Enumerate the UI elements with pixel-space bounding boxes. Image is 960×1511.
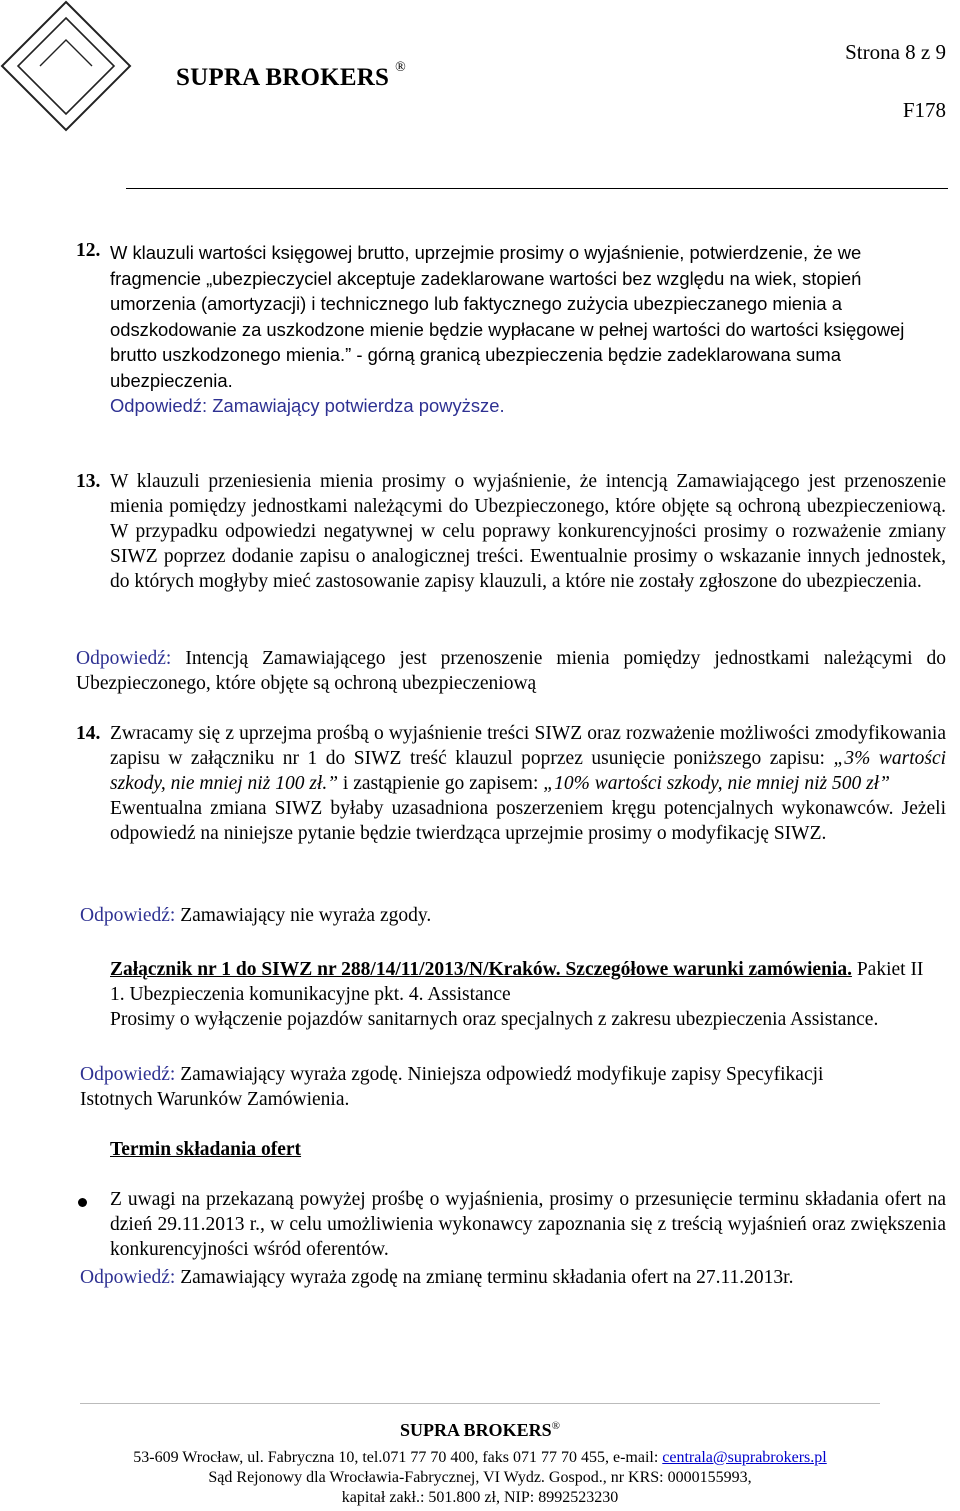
question-14-answer-label: Odpowiedź: xyxy=(80,905,176,926)
bullet-icon xyxy=(78,1198,87,1207)
deadline-heading: Termin składania ofert xyxy=(110,1139,302,1160)
deadline-answer-block xyxy=(80,1265,950,1290)
attachment-text: Prosimy o wyłączenie pojazdów sanitarnych oraz specjalnych z zakresu ubezpieczenia Assistance. xyxy=(110,1009,879,1030)
footer-address: 53-609 Wrocław, ul. Fabryczna 10, tel.071 77 70 400, faks 071 77 70 455, e-mail: centrala@suprabrokers.pl xyxy=(133,1449,827,1466)
question-14-text-2: i zastąpienie go zapisem: xyxy=(342,773,539,794)
question-12-answer-label: Odpowiedź: xyxy=(110,395,208,416)
footer-capital: kapitał zakł.: 501.800 zł, NIP: 8992523230 xyxy=(341,1489,619,1506)
question-12-number: 12. xyxy=(76,240,101,261)
question-13-answer-block xyxy=(76,646,946,696)
document-code: F178 xyxy=(902,98,946,122)
question-13-number: 13. xyxy=(76,471,101,492)
attachment-heading: Załącznik nr 1 do SIWZ nr 288/14/11/2013/N/Kraków. Szczegółowe warunki zamówienia. xyxy=(110,959,852,980)
question-13-text: W klauzuli przeniesienia mienia prosimy o wyjaśnienie, że intencją Zamawiającego jest przenoszenie mienia pomiędzy jednostkami należącymi do Ubezpieczonego, które objęte są ochroną ubezpieczeniową. W przypadku odpowiedzi negatywnej w celu poprawy konkurencyjności prosimy o rozważenie zmiany SIWZ poprzez dodanie zapisu o analogicznej treści. Ewentualnie prosimy o wskazanie innych jednostek, do których mogłyby mieć zastosowanie zapisy klauzuli, a które nie zostały zgłoszone do ubezpieczenia. xyxy=(110,471,946,592)
attachment-reference: Pakiet II 1. Ubezpieczenia komunikacyjne pkt. 4. Assistance xyxy=(110,959,924,1005)
brand-title: SUPRA BROKERS ® xyxy=(176,60,406,91)
footer-brand: SUPRA BROKERS® xyxy=(400,1420,560,1440)
question-12-answer: Zamawiający potwierdza powyższe. xyxy=(212,395,505,416)
question-14-quote-1: „3% wartości szkody, nie mniej niż 100 zł.” xyxy=(110,748,947,794)
attachment-block xyxy=(110,957,930,1032)
question-14 xyxy=(110,721,946,846)
deadline-answer-label: Odpowiedź: xyxy=(80,1267,176,1288)
question-13-answer-label: Odpowiedź: xyxy=(76,648,172,669)
question-14-number: 14. xyxy=(76,723,101,744)
deadline-text: Z uwagi na przekazaną powyżej prośbę o wyjaśnienia, prosimy o przesunięcie terminu składania ofert na dzień 29.11.2013 r., w celu umożliwienia wykonawcy zapoznania się z treścią wyjaśnień oraz zwiększenia konkurencyjności wśród oferentów. xyxy=(110,1189,946,1260)
page-number: Strona 8 z 9 xyxy=(845,40,946,64)
attachment-answer-label: Odpowiedź: xyxy=(80,1064,176,1085)
footer-court: Sąd Rejonowy dla Wrocławia-Fabrycznej, VI Wydz. Gospod., nr KRS: 0000155993, xyxy=(208,1469,752,1486)
deadline-answer: Zamawiający wyraża zgodę na zmianę terminu składania ofert na 27.11.2013r. xyxy=(180,1267,794,1288)
question-14-answer: Zamawiający nie wyraża zgody. xyxy=(180,905,432,926)
attachment-answer: Zamawiający wyraża zgodę. Niniejsza odpowiedź modyfikuje zapisy Specyfikacji Istotnych Warunków Zamówienia. xyxy=(80,1064,824,1110)
question-12 xyxy=(110,240,950,419)
footer-email-link[interactable]: centrala@suprabrokers.pl xyxy=(662,1449,827,1466)
diamond-logo-icon xyxy=(0,0,132,132)
footer-divider xyxy=(80,1403,880,1404)
question-14-text-3: Ewentualna zmiana SIWZ byłaby uzasadniona poszerzeniem kręgu potencjalnych wykonawców. Jeżeli odpowiedź na niniejsze pytanie będzie twierdząca uprzejmie prosimy o modyfikację SIWZ. xyxy=(110,798,946,844)
question-12-text: W klauzuli wartości księgowej brutto, uprzejmie prosimy o wyjaśnienie, potwierdzenie, że we fragmencie „ubezpieczyciel akceptuje zadeklarowane wartości bez względu na wiek, stopień umorzenia (amortyzacji) i technicznego lub faktycznego zużycia ubezpieczanego mienia a odszkodowanie za uszkodzone mienie będzie wypłacane w pełnej wartości do wartości księgowej brutto uszkodzonego mienia.” - górną granicą ubezpieczenia będzie zadeklarowana suma ubezpieczenia. xyxy=(110,242,905,391)
header-divider xyxy=(126,188,948,189)
question-13-answer: Intencją Zamawiającego jest przenoszenie mienia pomiędzy jednostkami należącymi do Ubezpieczonego, które objęte są ochroną ubezpieczeniową xyxy=(76,648,947,694)
attachment-answer-block xyxy=(80,1062,900,1112)
question-14-text: Zwracamy się z uprzejma prośbą o wyjaśnienie treści SIWZ oraz rozważenie możliwości zmodyfikowania zapisu w załączniku nr 1 do SIWZ treść klauzul poprzez usunięcie poniższego zapisu: xyxy=(110,723,946,769)
question-14-quote-2: „10% wartości szkody, nie mniej niż 500 zł” xyxy=(543,773,890,794)
question-14-answer-block xyxy=(80,903,940,928)
